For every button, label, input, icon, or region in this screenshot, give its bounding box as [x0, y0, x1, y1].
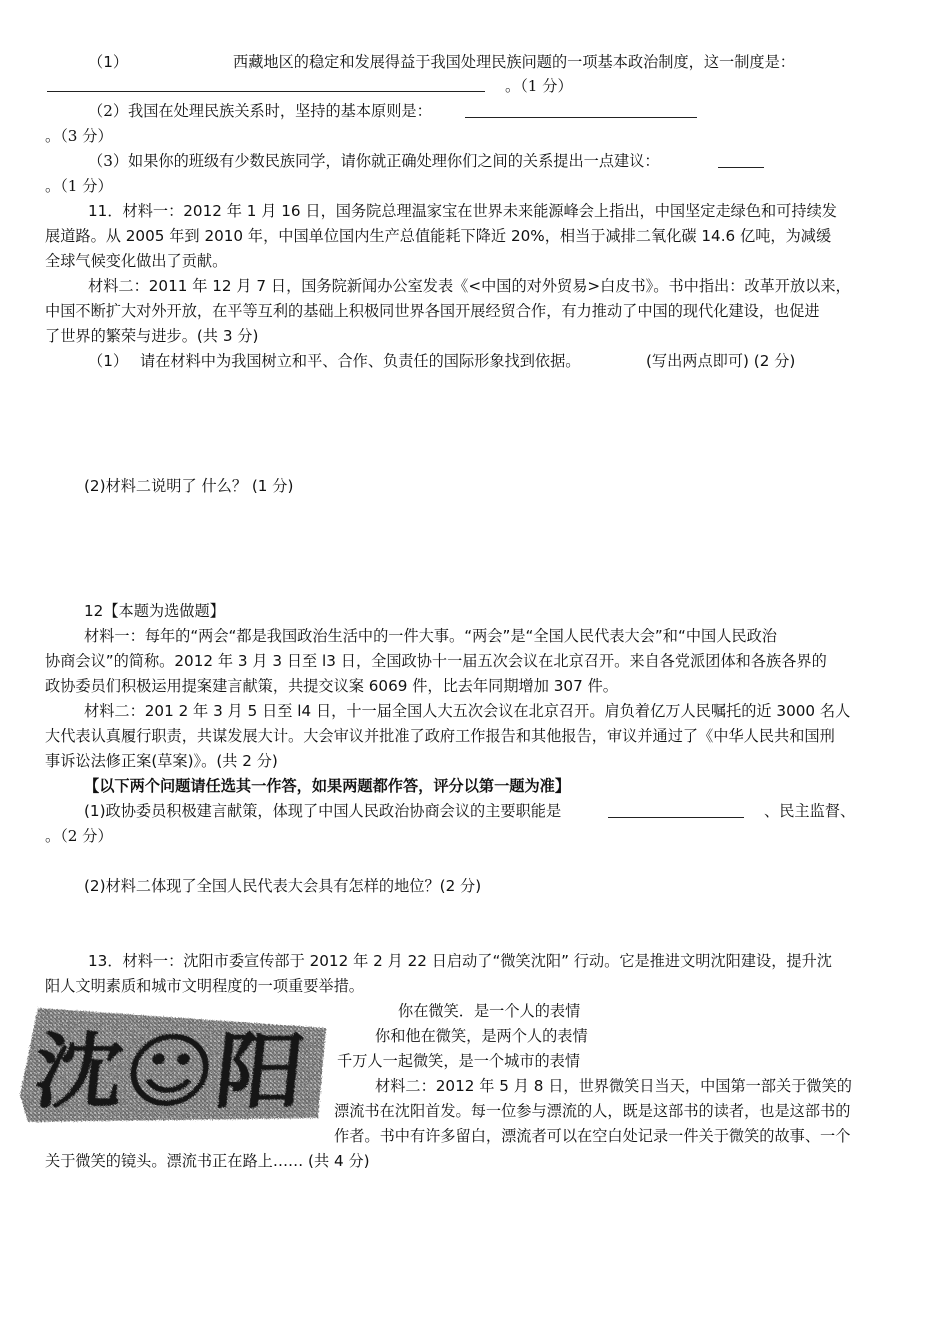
q12-question2-text: (2)材料二体现了全国人民代表大会具有怎样的地位？(2 分) — [84, 877, 482, 895]
q12-question1-answer-blank[interactable] — [608, 802, 744, 818]
q11-question1-number: （1） — [88, 352, 129, 370]
q13-poem-line2: 你和他在微笑，是两个人的表情 — [375, 1027, 588, 1045]
q12-material1-line2: 协商会议”的简称。2012 年 3 月 3 日至 l3 日，全国政协十一届五次会议在北京召开。来自各党派团体和各族各界的 — [45, 652, 827, 670]
q13-material1-line2: 阳人文明素质和城市文明程度的一项重要举措。 — [45, 977, 364, 995]
q12-notice: 【以下两个问题请任选其一作答，如果两题都作答，评分以第一题为准】 — [84, 777, 570, 795]
q10-part3-text: （3）如果你的班级有少数民族同学，请你就正确处理你们之间的关系提出一点建议： — [88, 152, 660, 170]
q12-material2-line1: 材料二：201 2 年 3 月 5 日至 l4 日，十一届全国人大五次会议在北京召开。肩负着亿万人民嘱托的近 3000 名人 — [84, 702, 851, 720]
q12-material2-line3: 事诉讼法修正案(草案)》。(共 2 分) — [45, 752, 278, 770]
q12-title: 12【本题为选做题】 — [84, 602, 225, 620]
q10-part3-answer-blank[interactable] — [718, 152, 764, 168]
q13-material2-line1: 材料二：2012 年 5 月 8 日，世界微笑日当天，中国第一部关于微笑的 — [375, 1077, 852, 1095]
q10-part2-score: 。（3 分） — [45, 127, 113, 145]
q12-question1-mid: 、民主监督、 — [764, 802, 856, 820]
q11-material1-line2: 展道路。从 2005 年到 2010 年，中国单位国内生产总值能耗下降近 20%，相当于减排二氧化碳 14.6 亿吨，为减缓 — [45, 227, 832, 245]
q12-question1-score: 。（2 分） — [45, 827, 113, 845]
q13-material2-line2: 漂流书在沈阳首发。每一位参与漂流的人，既是这部书的读者，也是这部书的 — [334, 1102, 851, 1120]
q11-material2-line2: 中国不断扩大对外开放，在平等互利的基础上积极同世界各国开展经贸合作，有力推动了中国的现代化建设，也促进 — [45, 302, 820, 320]
q10-part1-text: 西藏地区的稳定和发展得益于我国处理民族问题的一项基本政治制度，这一制度是： — [233, 53, 795, 71]
shenyang-smile-logo-image — [18, 1000, 328, 1125]
q12-material2-line2: 大代表认真履行职责，共谋发展大计。大会审议并批准了政府工作报告和其他报告，审议并通过了《中华人民共和国刑 — [45, 727, 835, 745]
q13-poem-line1: 你在微笑．是一个人的表情 — [398, 1002, 581, 1020]
q13-material2-line4: 关于微笑的镜头。漂流书正在路上…… (共 4 分) — [45, 1152, 370, 1170]
q11-question1-text: 请在材料中为我国树立和平、合作、负责任的国际形象找到依据。 — [140, 352, 581, 370]
q11-material2-line3: 了世界的繁荣与进步。(共 3 分) — [45, 327, 259, 345]
logo-text: 沈☺阳 — [29, 1025, 289, 1120]
q13-poem-line3: 千万人一起微笑，是一个城市的表情 — [337, 1052, 580, 1070]
q10-part1-answer-blank[interactable] — [47, 76, 485, 92]
q10-part1-score: 。（1 分） — [505, 77, 573, 95]
q10-part2-text: （2）我国在处理民族关系时，坚持的基本原则是： — [88, 102, 432, 120]
q10-part3-score: 。（1 分） — [45, 177, 113, 195]
q11-material1-line3: 全球气候变化做出了贡献。 — [45, 252, 228, 270]
q11-material2-line1: 材料二：2011 年 12 月 7 日，国务院新闻办公室发表《<中国的对外贸易>白皮书》。书中指出：改革开放以来， — [88, 277, 851, 295]
q11-material1-line1: 11．材料一：2012 年 1 月 16 日，国务院总理温家宝在世界未来能源峰会上指出，中国坚定走绿色和可持续发 — [88, 202, 837, 220]
q11-question1-hint: (写出两点即可) (2 分) — [646, 352, 796, 370]
q13-material1-line1: 13．材料一：沈阳市委宣传部于 2012 年 2 月 22 日启动了“微笑沈阳” 行动。它是推进文明沈阳建设，提升沈 — [88, 952, 832, 970]
q10-part1-number: （1） — [88, 53, 129, 71]
q12-question1-text: (1)政协委员积极建言献策，体现了中国人民政治协商会议的主要职能是 — [84, 802, 562, 820]
q10-part2-answer-blank[interactable] — [465, 102, 697, 118]
q12-material1-line3: 政协委员们积极运用提案建言献策，共提交议案 6069 件，比去年同期增加 307 件。 — [45, 677, 618, 695]
q13-material2-line3: 作者。书中有许多留白，漂流者可以在空白处记录一件关于微笑的故事、一个 — [334, 1127, 851, 1145]
q12-material1-line1: 材料一：每年的“两会“都是我国政治生活中的一件大事。“两会”是“全国人民代表大会”和“中国人民政治 — [84, 627, 777, 645]
q11-question2-text: (2)材料二说明了 什么？ (1 分) — [84, 477, 294, 495]
